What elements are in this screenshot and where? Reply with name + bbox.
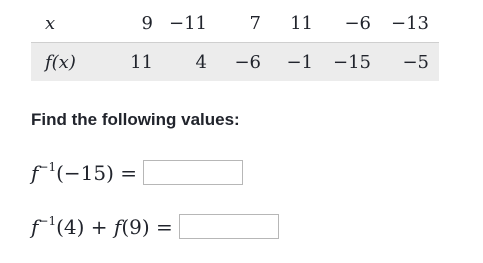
question-2-argument: (4) + bbox=[56, 215, 114, 239]
fx-row-header: f(x) bbox=[31, 43, 107, 82]
fx-value-2: 4 bbox=[163, 43, 217, 82]
fx-value-4: −1 bbox=[271, 43, 323, 82]
x-row-header: x bbox=[31, 4, 107, 43]
question-2-func: f bbox=[31, 215, 39, 239]
x-row bbox=[31, 4, 439, 43]
x-value-5: −6 bbox=[323, 4, 381, 43]
question-2-func-2: f bbox=[113, 215, 122, 239]
question-2 bbox=[31, 214, 279, 239]
instruction-text: Find the following values: bbox=[31, 110, 240, 129]
question-1-argument: (−15) = bbox=[56, 161, 138, 185]
question-2-expression bbox=[31, 214, 173, 239]
fx-value-6: −5 bbox=[381, 43, 439, 82]
x-value-1: 9 bbox=[107, 4, 163, 43]
fx-value-1: 11 bbox=[107, 43, 163, 82]
question-2-inverse-exponent: −1 bbox=[38, 214, 57, 228]
fx-value-3: −6 bbox=[217, 43, 271, 82]
question-1 bbox=[31, 160, 243, 185]
x-value-2: −11 bbox=[163, 4, 217, 43]
question-1-func: f bbox=[31, 161, 39, 185]
question-1-expression bbox=[31, 160, 137, 185]
x-value-6: −13 bbox=[381, 4, 439, 43]
question-2-argument-2: (9) = bbox=[121, 215, 173, 239]
answer-1-input[interactable] bbox=[143, 160, 243, 185]
function-table-container bbox=[31, 4, 439, 81]
fx-value-5: −15 bbox=[323, 43, 381, 82]
answer-2-input[interactable] bbox=[179, 214, 279, 239]
x-value-4: 11 bbox=[271, 4, 323, 43]
question-1-inverse-exponent: −1 bbox=[38, 160, 57, 174]
x-value-3: 7 bbox=[217, 4, 271, 43]
fx-row bbox=[31, 43, 439, 82]
function-values-table bbox=[31, 4, 439, 81]
